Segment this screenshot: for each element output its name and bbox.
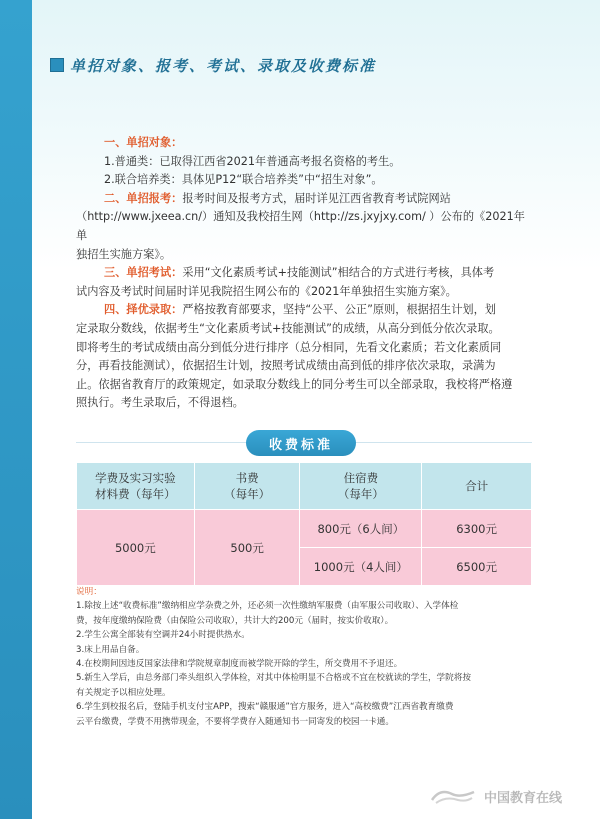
note-5b: 有关规定予以相应处理。 (76, 687, 171, 698)
cell-lodging-6: 800元（6人间） (300, 510, 422, 548)
watermark-text: 中国教育在线 (484, 790, 563, 806)
section-4-line-6: 照执行。考生录取后，不得退档。 (76, 396, 244, 410)
section-1-line-1: 1.普通类：已取得江西省2021年普通高考报名资格的考生。 (104, 154, 401, 168)
note-2: 2.学生公寓全部装有空调并24小时提供热水。 (76, 630, 250, 641)
note-1a: 1.除按上述“收费标准”缴纳相应学杂费之外，还必须一次性缴纳军服费（由军服公司收取）、入学体检 (76, 601, 459, 612)
section-4-line-4: 分，再看技能测试），依据招生计划，按照考试成绩由高到低的排序依次录取，录满为 (76, 359, 496, 373)
section-3-title: 三、单招考试： (104, 266, 183, 280)
table-row (77, 510, 532, 548)
header-square-icon (50, 58, 64, 72)
notes-label: 说明： (76, 587, 102, 597)
note-3: 3.床上用品自备。 (76, 644, 145, 655)
cell-total-6500: 6500元 (422, 548, 532, 586)
fee-table-header-row (77, 463, 532, 510)
section-3-line-1: 采用“文化素质考试+技能测试”相结合的方式进行考核，具体考 (182, 266, 495, 280)
cell-total-6300: 6300元 (422, 510, 532, 548)
section-2-line-3: 独招生实施方案》。 (76, 247, 172, 261)
section-2-title: 二、单招报考： (104, 191, 183, 205)
note-1b: 费，按年度缴纳保险费（由保险公司收取），共计大约200元（届时，按实价收取）。 (76, 615, 394, 626)
header-tuition: 学费及实习实验 材料费（每年） (77, 463, 195, 510)
fee-standard-label: 收费标准 (246, 430, 356, 456)
section-4-line-5: 止。依据省教育厅的政策规定，如录取分数线上的同分考生可以全部录取，我校将严格遵 (76, 377, 513, 391)
section-4-line-3: 即将考生的考试成绩由高分到低分进行排序（总分相同，先看文化素质；若文化素质同 (76, 340, 502, 354)
page-title: 单招对象、报考、考试、录取及收费标准 (70, 56, 377, 75)
page-header (50, 55, 376, 75)
section-2-line-1: 报考时间及报考方式，届时详见江西省教育考试院网站 (182, 191, 451, 205)
section-4-line-1: 严格按教育部要求，坚持“公平、公正”原则，根据招生计划，划 (182, 303, 496, 317)
section-2-line-2: （http://www.jxeea.cn/）通知及我校招生网（http://zs.jxyjxy.com/ ）公布的《2021年单 (76, 210, 525, 242)
eol-logo-icon (430, 786, 476, 806)
left-color-bar (0, 0, 32, 819)
section-3-line-2: 试内容及考试时间届时详见我院招生网公布的《2021年单独招生实施方案》。 (76, 284, 457, 298)
fee-table (76, 462, 532, 586)
note-6a: 6.学生到校报名后，登陆手机支付宝APP，搜索“赣服通”官方服务，进入“高校缴费”江西省教育缴费 (76, 702, 454, 713)
watermark (430, 786, 562, 806)
notes-section (76, 585, 536, 729)
cell-books: 500元 (194, 510, 300, 586)
header-books: 书费 （每年） (194, 463, 300, 510)
header-total: 合计 (422, 463, 532, 510)
header-lodging: 住宿费 （每年） (300, 463, 422, 510)
cell-lodging-4: 1000元（4人间） (300, 548, 422, 586)
cell-tuition: 5000元 (77, 510, 195, 586)
note-4: 4.在校期间因违反国家法律和学院规章制度而被学院开除的学生，所交费用不予退还。 (76, 659, 403, 670)
section-1-title: 一、单招对象： (104, 136, 183, 149)
note-5a: 5.新生入学后，由总务部门牵头组织入学体检，对其中体检明显不合格或不宜在校就读的学生，学院将按 (76, 673, 471, 684)
section-1-line-2: 2.联合培养类：具体见P12“联合培养类”中“招生对象”。 (104, 173, 383, 187)
note-6b: 云平台缴费，学费不用携带现金，不要将学费存入随通知书一同寄发的校园一卡通。 (76, 716, 394, 727)
section-4-line-2: 定录取分数线，依据考生“文化素质考试+技能测试”的成绩，从高分到低分依次录取。 (76, 321, 500, 335)
section-4-title: 四、择优录取： (104, 303, 183, 317)
admission-content (76, 134, 536, 413)
